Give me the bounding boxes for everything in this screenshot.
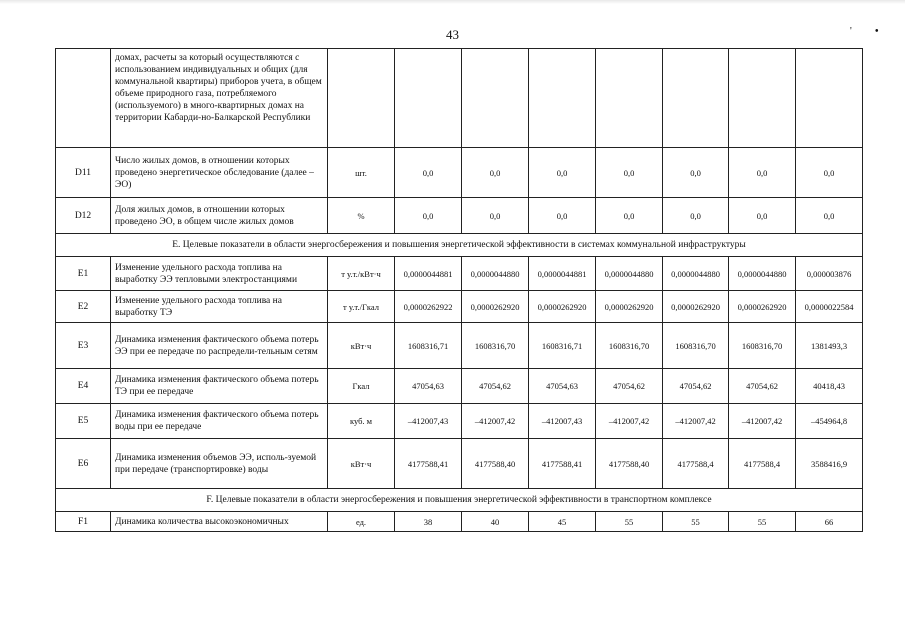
row-code: Е2 [56,291,111,323]
table-row [56,148,863,198]
value-cell: –412007,42 [596,404,663,439]
value-cell: 4177588,4 [663,439,729,489]
value-cell: 40 [462,512,529,532]
value-cell: 4177588,40 [596,439,663,489]
value-cell: 40418,43 [796,369,863,404]
row-description: Доля жилых домов, в отношении которых проведено ЭО, в общем числе жилых домов [111,198,328,234]
value-cell: 4177588,40 [462,439,529,489]
value-cell: –412007,42 [462,404,529,439]
table-row [56,49,863,148]
value-cell: 0,0000022584 [796,291,863,323]
value-cell: 0,0 [395,198,462,234]
page-number: 43 [446,27,459,42]
unit-cell: куб. м [328,404,395,439]
value-cell: 4177588,41 [395,439,462,489]
section-header-row [56,234,863,257]
unit-cell: шт. [328,148,395,198]
scan-top-edge [0,0,905,4]
row-code [56,49,111,148]
row-code: D11 [56,148,111,198]
value-cell: 3588416,9 [796,439,863,489]
value-cell [395,49,462,148]
value-cell: 0,0000262920 [529,291,596,323]
unit-cell: Гкал [328,369,395,404]
value-cell: 0,0 [663,148,729,198]
value-cell: 0,0 [462,148,529,198]
value-cell: 0,0 [529,198,596,234]
value-cell: 0,0000044880 [462,257,529,291]
value-cell: 0,0 [796,148,863,198]
value-cell: 0,0 [462,198,529,234]
value-cell: 0,0000044881 [529,257,596,291]
value-cell: 1608316,71 [395,323,462,369]
value-cell: 0,0000262920 [663,291,729,323]
table-row [56,404,863,439]
table-row [56,369,863,404]
value-cell: 55 [663,512,729,532]
value-cell: 0,0000044880 [596,257,663,291]
value-cell: 1608316,70 [663,323,729,369]
value-cell: 0,0 [596,148,663,198]
value-cell: 1608316,71 [529,323,596,369]
row-description: Изменение удельного расхода топлива на выработку ТЭ [111,291,328,323]
table-row [56,291,863,323]
value-cell: 0,0 [529,148,596,198]
value-cell: –412007,42 [729,404,796,439]
value-cell: 0,0 [596,198,663,234]
value-cell: 0,0000044881 [395,257,462,291]
unit-cell: кВт·ч [328,323,395,369]
value-cell: 4177588,41 [529,439,596,489]
value-cell: 47054,62 [462,369,529,404]
section-header-row [56,489,863,512]
unit-cell: % [328,198,395,234]
row-description: Динамика изменения фактического объема потерь ТЭ при ее передаче [111,369,328,404]
row-code: Е3 [56,323,111,369]
unit-cell: ед. [328,512,395,532]
value-cell: 47054,63 [395,369,462,404]
value-cell: 0,0 [796,198,863,234]
value-cell: 0,0000262920 [729,291,796,323]
unit-cell: т у.т./кВт·ч [328,257,395,291]
value-cell [529,49,596,148]
row-description: Динамика изменения объемов ЭЭ, исполь-зуемой при передаче (транспортировке) воды [111,439,328,489]
section-title: Е. Целевые показатели в области энергосбережения и повышения энергетической эффективности в системах коммунальной инфраструктуры [56,234,863,257]
row-description: Число жилых домов, в отношении которых проведено энергетическое обследование (далее – ЭО) [111,148,328,198]
indicators-table [55,48,863,532]
value-cell [596,49,663,148]
value-cell [663,49,729,148]
value-cell: 0,0 [663,198,729,234]
value-cell: 38 [395,512,462,532]
value-cell: 0,0 [729,198,796,234]
value-cell: 0,000003876 [796,257,863,291]
value-cell: 0,0000044880 [663,257,729,291]
value-cell: 0,0000262920 [596,291,663,323]
value-cell: 0,0000044880 [729,257,796,291]
row-code: D12 [56,198,111,234]
value-cell: 1608316,70 [462,323,529,369]
table-row [56,198,863,234]
value-cell: 47054,62 [663,369,729,404]
value-cell: 55 [596,512,663,532]
row-description: домах, расчеты за который осуществляются с использованием индивидуальных и общих (для коммунальной квартиры) приборов учета, в общем объеме природного газа, потребляемого (используемого) в много-квартирных домах на территории Кабарди-но-Балкарской Республики [111,49,328,148]
table-row [56,439,863,489]
value-cell: –412007,43 [395,404,462,439]
row-code: Е6 [56,439,111,489]
table-row [56,323,863,369]
value-cell [462,49,529,148]
value-cell: 45 [529,512,596,532]
row-code: Е4 [56,369,111,404]
row-description: Динамика изменения фактического объема потерь воды при ее передаче [111,404,328,439]
scan-mark: ' [850,26,852,37]
scan-mark: • [875,26,879,37]
value-cell: 47054,63 [529,369,596,404]
row-description: Динамика изменения фактического объема потерь ЭЭ при ее передаче по распредели-тельным сетям [111,323,328,369]
value-cell: 47054,62 [729,369,796,404]
value-cell [729,49,796,148]
value-cell: 0,0 [395,148,462,198]
row-description: Динамика количества высокоэкономичных [111,512,328,532]
table-row [56,512,863,532]
value-cell: –412007,43 [529,404,596,439]
value-cell: 55 [729,512,796,532]
value-cell: 1608316,70 [596,323,663,369]
unit-cell [328,49,395,148]
value-cell: 4177588,4 [729,439,796,489]
value-cell: 0,0 [729,148,796,198]
table-row [56,257,863,291]
row-description: Изменение удельного расхода топлива на выработку ЭЭ тепловыми электростанциями [111,257,328,291]
row-code: Е5 [56,404,111,439]
value-cell: 1381493,3 [796,323,863,369]
section-title: F. Целевые показатели в области энергосбережения и повышения энергетической эффективности в транспортном комплексе [56,489,863,512]
value-cell: 47054,62 [596,369,663,404]
row-code: Е1 [56,257,111,291]
row-code: F1 [56,512,111,532]
value-cell: –454964,8 [796,404,863,439]
value-cell: –412007,42 [663,404,729,439]
value-cell: 0,0000262920 [462,291,529,323]
value-cell [796,49,863,148]
unit-cell: т у.т./Гкал [328,291,395,323]
value-cell: 66 [796,512,863,532]
unit-cell: кВт·ч [328,439,395,489]
value-cell: 0,0000262922 [395,291,462,323]
value-cell: 1608316,70 [729,323,796,369]
